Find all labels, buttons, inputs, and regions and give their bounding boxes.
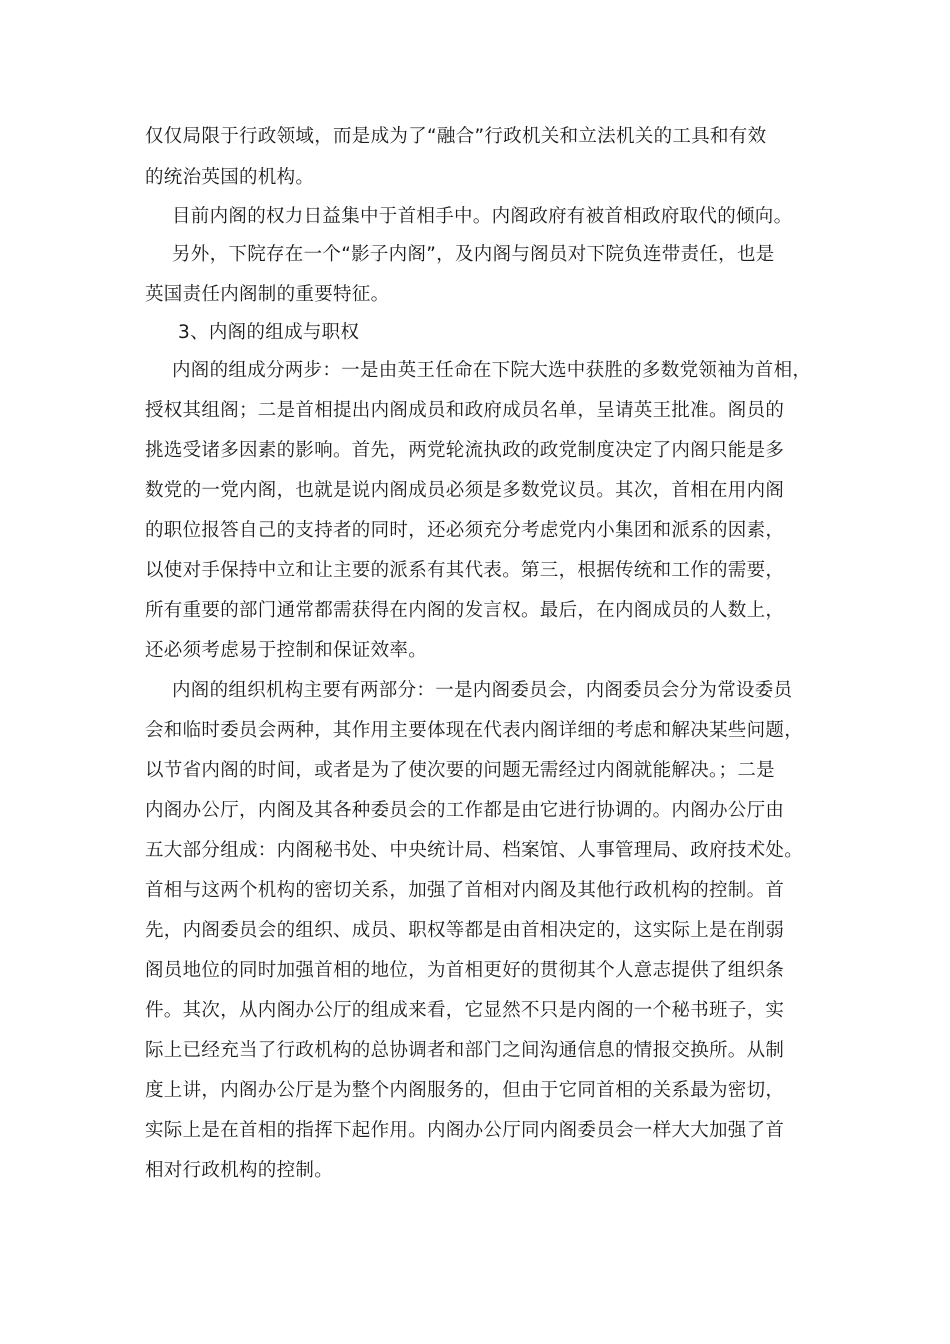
text-line: 挑选受诸多因素的影响。首先，两党轮流执政的政党制度决定了内阁只能是多 bbox=[145, 440, 785, 461]
text-line: 的职位报答自己的支持者的同时，还必须充分考虑党内小集团和派系的因素， bbox=[145, 520, 785, 541]
text-line: 以使对手保持中立和让主要的派系有其代表。第三，根据传统和工作的需要， bbox=[145, 560, 785, 581]
text-line: 际上已经充当了行政机构的总协调者和部门之间沟通信息的情报交换所。从制 bbox=[145, 1040, 785, 1061]
text-line: 首相与这两个机构的密切关系，加强了首相对内阁及其他行政机构的控制。首 bbox=[145, 880, 785, 901]
text-line: 数党的一党内阁，也就是说内阁成员必须是多数党议员。其次，首相在用内阁 bbox=[145, 480, 785, 501]
text-line: 还必须考虑易于控制和保证效率。 bbox=[145, 640, 428, 661]
paragraph-start: 内阁的组成分两步：一是由英王任命在下院大选中获胜的多数党领袖为首相， bbox=[172, 360, 812, 381]
text-line: 先，内阁委员会的组织、成员、职权等都是由首相决定的，这实际上是在削弱 bbox=[145, 920, 785, 941]
paragraph-start: 目前内阁的权力日益集中于首相手中。内阁政府有被首相政府取代的倾向。 bbox=[172, 206, 793, 227]
paragraph-start: 另外，下院存在一个“影子内阁”，及内阁与阁员对下院负连带责任，也是 bbox=[172, 244, 775, 265]
text-line: 五大部分组成：内阁秘书处、中央统计局、档案馆、人事管理局、政府技术处。 bbox=[145, 840, 804, 861]
text-line: 阁员地位的同时加强首相的地位，为首相更好的贯彻其个人意志提供了组织条 bbox=[145, 960, 785, 981]
text-line: 会和临时委员会两种，其作用主要体现在代表内阁详细的考虑和解决某些问题， bbox=[145, 720, 804, 741]
section-heading: 3、内阁的组成与职权 bbox=[178, 322, 360, 343]
text-line: 的统治英国的机构。 bbox=[145, 167, 315, 188]
text-line: 英国责任内阁制的重要特征。 bbox=[145, 284, 390, 305]
text-line: 授权其组阁；二是首相提出内阁成员和政府成员名单，呈请英王批准。阁员的 bbox=[145, 400, 785, 421]
text-line: 度上讲，内阁办公厅是为整个内阁服务的，但由于它同首相的关系最为密切， bbox=[145, 1080, 785, 1101]
text-line: 件。其次，从内阁办公厅的组成来看，它显然不只是内阁的一个秘书班子，实 bbox=[145, 1000, 785, 1021]
text-line: 仅仅局限于行政领域，而是成为了“融合”行政机关和立法机关的工具和有效 bbox=[145, 126, 767, 147]
text-line: 内阁办公厅，内阁及其各种委员会的工作都是由它进行协调的。内阁办公厅由 bbox=[145, 800, 785, 821]
text-line: 相对行政机构的控制。 bbox=[145, 1160, 334, 1181]
paragraph-start: 内阁的组织机构主要有两部分：一是内阁委员会，内阁委员会分为常设委员 bbox=[172, 680, 793, 701]
text-line: 实际上是在首相的指挥下起作用。内阁办公厅同内阁委员会一样大大加强了首 bbox=[145, 1120, 785, 1141]
text-line: 以节省内阁的时间，或者是为了使次要的问题无需经过内阁就能解决。；二是 bbox=[145, 760, 775, 781]
text-line: 所有重要的部门通常都需获得在内阁的发言权。最后，在内阁成员的人数上， bbox=[145, 600, 785, 621]
